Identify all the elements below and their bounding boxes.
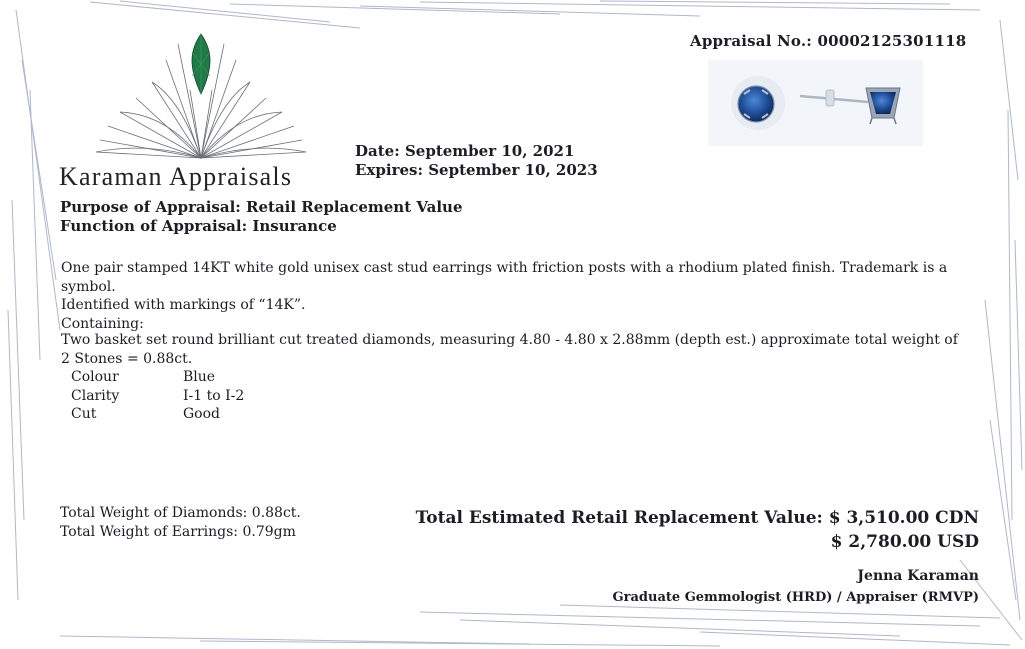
- spec-label: Clarity: [71, 387, 120, 404]
- blue-diamond-stud-earrings-image: [708, 60, 923, 146]
- signer-title: Graduate Gemmologist (HRD) / Appraiser (RMVP): [612, 590, 979, 605]
- diamond-weight: Total Weight of Diamonds: 0.88ct.: [60, 505, 301, 521]
- value-usd: $ 2,780.00 USD: [830, 532, 979, 552]
- spec-value: Blue: [183, 369, 216, 385]
- function-line: Function of Appraisal: Insurance: [60, 217, 337, 235]
- spec-label: Colour: [71, 369, 119, 385]
- earring-weight: Total Weight of Earrings: 0.79gm: [60, 523, 296, 540]
- marquise-gem-fan-icon: [86, 30, 316, 165]
- description-line: Containing:: [61, 315, 144, 332]
- spec-row: [71, 405, 244, 424]
- weight-totals: [60, 504, 301, 541]
- stone-line: Two basket set round brilliant cut treated diamonds, measuring 4.80 - 4.80 x 2.88mm (depth est.) approximate total weight of: [61, 332, 958, 348]
- signature-block: [613, 565, 979, 609]
- appraisal-number: Appraisal No.: 00002125301118: [690, 32, 967, 50]
- stone-line: 2 Stones = 0.88ct.: [61, 350, 193, 367]
- spec-value: I-1 to I-2: [183, 387, 245, 404]
- signer-name: Jenna Karaman: [857, 568, 979, 584]
- spec-value: Good: [183, 406, 221, 422]
- stone-description: [61, 331, 971, 368]
- dates: [355, 142, 598, 180]
- value-cdn: Total Estimated Retail Replacement Value: $ 3,510.00 CDN: [415, 508, 979, 528]
- appraisal-date: Date: September 10, 2021: [355, 142, 575, 160]
- company-name: Karaman Appraisals: [59, 162, 293, 191]
- spec-row: [71, 387, 244, 406]
- description-line: One pair stamped 14KT white gold unisex cast stud earrings with friction posts with a rhodium plated finish. Trademark is a symbol.: [61, 260, 948, 295]
- description-line: Identified with markings of “14K”.: [61, 297, 306, 313]
- item-description: [61, 259, 981, 333]
- expiry-date: Expires: September 10, 2023: [355, 161, 598, 179]
- stone-specs: [71, 368, 244, 424]
- purpose-line: Purpose of Appraisal: Retail Replacement Value: [60, 198, 463, 216]
- spec-row: [71, 368, 244, 387]
- replacement-value: [416, 506, 979, 554]
- spec-label: Cut: [71, 406, 97, 422]
- appraisal-purpose: [60, 198, 463, 236]
